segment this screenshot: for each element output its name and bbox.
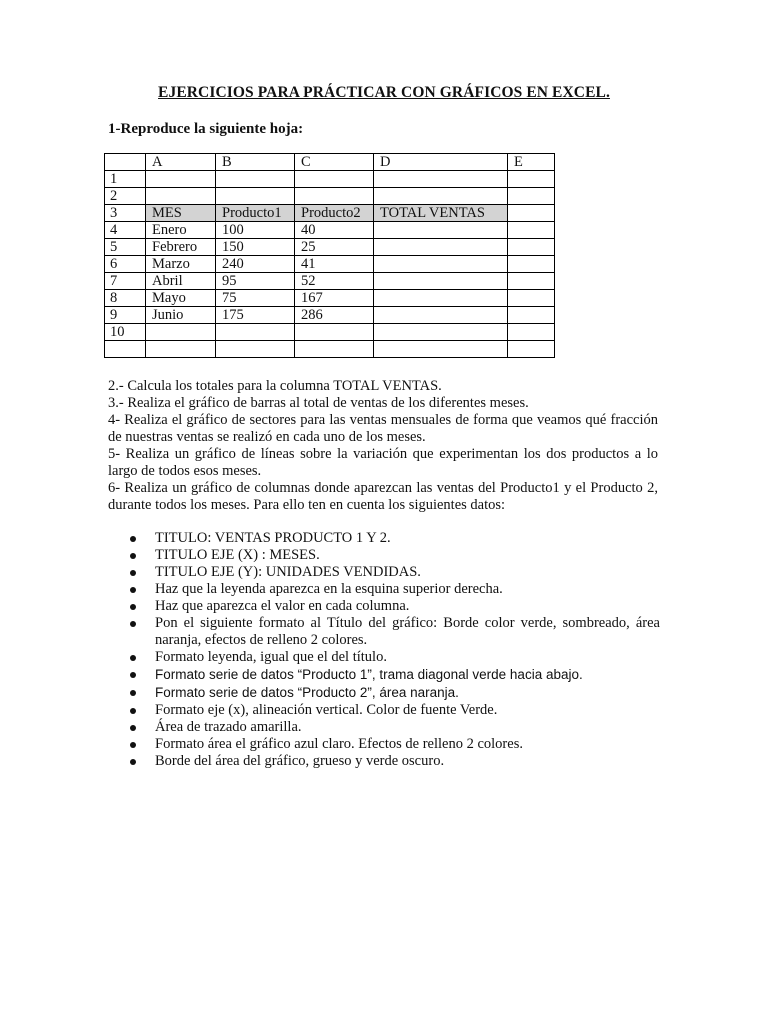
table-cell: [146, 188, 216, 205]
list-item: Formato leyenda, igual que el del título.: [108, 649, 660, 666]
table-row: [105, 222, 555, 239]
table-cell: 41: [295, 256, 374, 273]
table-cell: [508, 324, 555, 341]
table-row: [105, 205, 555, 222]
column-header-d: D: [374, 154, 508, 171]
column-header-a: A: [146, 154, 216, 171]
bullet-icon: [130, 725, 136, 731]
table-cell: [374, 171, 508, 188]
bullet-icon: [130, 672, 136, 678]
row-header-cell: 4: [105, 222, 146, 239]
table-cell: [374, 341, 508, 358]
table-cell: 95: [216, 273, 295, 290]
table-cell: 75: [216, 290, 295, 307]
table-cell: [508, 256, 555, 273]
row-header-cell: 6: [105, 256, 146, 273]
row-header-cell: [105, 341, 146, 358]
table-row: [105, 307, 555, 324]
bullet-icon: [130, 536, 136, 542]
list-item: Formato serie de datos “Producto 1”, trama diagonal verde hacia abajo.: [108, 666, 660, 684]
table-cell: 175: [216, 307, 295, 324]
table-row: [105, 171, 555, 188]
table-cell: [374, 290, 508, 307]
row-header-cell: 1: [105, 171, 146, 188]
bullet-icon: [130, 690, 136, 696]
table-cell: MES: [146, 205, 216, 222]
instruction-3: 3.- Realiza el gráfico de barras al total de ventas de los diferentes meses.: [108, 395, 529, 411]
table-cell: [295, 188, 374, 205]
table-cell: [216, 341, 295, 358]
table-row: [105, 239, 555, 256]
table-cell: [508, 222, 555, 239]
table-cell: [508, 307, 555, 324]
row-header-cell: 5: [105, 239, 146, 256]
table-cell: 167: [295, 290, 374, 307]
table-cell: [508, 341, 555, 358]
table-cell: [508, 273, 555, 290]
table-cell: [374, 188, 508, 205]
bullet-icon: [130, 570, 136, 576]
bullet-icon: [130, 742, 136, 748]
table-header-row: [105, 154, 555, 171]
list-item: Haz que la leyenda aparezca en la esquina superior derecha.: [108, 581, 660, 598]
instructions-block: [108, 378, 658, 514]
instruction-5: 5- Realiza un gráfico de líneas sobre la variación que experimentan los dos productos a lo largo de todos esos meses.: [108, 446, 658, 479]
table-row: [105, 273, 555, 290]
table-cell: [508, 188, 555, 205]
list-item: TITULO EJE (Y): UNIDADES VENDIDAS.: [108, 564, 660, 581]
document-title: EJERCICIOS PARA PRÁCTICAR CON GRÁFICOS EN EXCEL.: [158, 84, 610, 101]
column-header-b: B: [216, 154, 295, 171]
table-cell: [374, 273, 508, 290]
table-cell: [374, 307, 508, 324]
table-cell: [508, 171, 555, 188]
table-row: [105, 256, 555, 273]
bullet-icon: [130, 553, 136, 559]
section-1-heading: 1-Reproduce la siguiente hoja:: [108, 121, 304, 137]
table-cell: [374, 256, 508, 273]
table-cell: Producto2: [295, 205, 374, 222]
table-cell: Abril: [146, 273, 216, 290]
table-cell: [216, 188, 295, 205]
instruction-6: 6- Realiza un gráfico de columnas donde aparezcan las ventas del Producto1 y el Producto 2, durante todos los meses. Para ello ten en cuenta los siguientes datos:: [108, 480, 658, 513]
list-item: Formato serie de datos “Producto 2”, área naranja.: [108, 684, 660, 702]
table-cell: [216, 171, 295, 188]
table-cell: [295, 324, 374, 341]
table-cell: [508, 205, 555, 222]
bullet-icon: [130, 708, 136, 714]
table-cell: [146, 341, 216, 358]
instruction-2: 2.- Calcula los totales para la columna TOTAL VENTAS.: [108, 378, 442, 394]
table-cell: 150: [216, 239, 295, 256]
table-cell: 100: [216, 222, 295, 239]
table-cell: 240: [216, 256, 295, 273]
table-cell: [295, 171, 374, 188]
row-header-cell: 3: [105, 205, 146, 222]
spreadsheet-table: [104, 153, 555, 358]
bullet-icon: [130, 604, 136, 610]
instruction-4: 4- Realiza el gráfico de sectores para las ventas mensuales de forma que veamos qué fracción de nuestras ventas se realizó en cada uno de los meses.: [108, 412, 658, 445]
table-cell: [508, 239, 555, 256]
table-cell: Marzo: [146, 256, 216, 273]
table-cell: [374, 324, 508, 341]
table-cell: [508, 290, 555, 307]
column-header-c: C: [295, 154, 374, 171]
table-cell: Febrero: [146, 239, 216, 256]
table-row: [105, 188, 555, 205]
row-header-cell: 7: [105, 273, 146, 290]
table-row: [105, 290, 555, 307]
table-cell: Mayo: [146, 290, 216, 307]
column-header-e: E: [508, 154, 555, 171]
table-cell: [295, 341, 374, 358]
table-cell: Producto1: [216, 205, 295, 222]
table-row: [105, 324, 555, 341]
table-cell: [374, 222, 508, 239]
chart-format-list: [108, 530, 660, 770]
table-cell: 40: [295, 222, 374, 239]
list-item: Área de trazado amarilla.: [108, 719, 660, 736]
bullet-icon: [130, 759, 136, 765]
row-header-cell: 9: [105, 307, 146, 324]
list-item: Borde del área del gráfico, grueso y verde oscuro.: [108, 753, 660, 770]
table-cell: [146, 171, 216, 188]
row-header-cell: 8: [105, 290, 146, 307]
table-cell: 52: [295, 273, 374, 290]
bullet-icon: [130, 655, 136, 661]
list-item: TITULO EJE (X) : MESES.: [108, 547, 660, 564]
table-cell: Junio: [146, 307, 216, 324]
table-cell: [216, 324, 295, 341]
bullet-icon: [130, 621, 136, 627]
column-header-corner: [105, 154, 146, 171]
table-row: [105, 341, 555, 358]
bullet-icon: [130, 587, 136, 593]
row-header-cell: 2: [105, 188, 146, 205]
table-cell: TOTAL VENTAS: [374, 205, 508, 222]
list-item: Haz que aparezca el valor en cada columna.: [108, 598, 660, 615]
table-cell: Enero: [146, 222, 216, 239]
table-cell: 25: [295, 239, 374, 256]
list-item: Formato área el gráfico azul claro. Efectos de relleno 2 colores.: [108, 736, 660, 753]
table-cell: 286: [295, 307, 374, 324]
list-item: Pon el siguiente formato al Título del gráfico: Borde color verde, sombreado, área naranja, efectos de relleno 2 colores.: [108, 615, 660, 649]
list-item: TITULO: VENTAS PRODUCTO 1 Y 2.: [108, 530, 660, 547]
list-item: Formato eje (x), alineación vertical. Color de fuente Verde.: [108, 702, 660, 719]
table-cell: [374, 239, 508, 256]
row-header-cell: 10: [105, 324, 146, 341]
table-cell: [146, 324, 216, 341]
